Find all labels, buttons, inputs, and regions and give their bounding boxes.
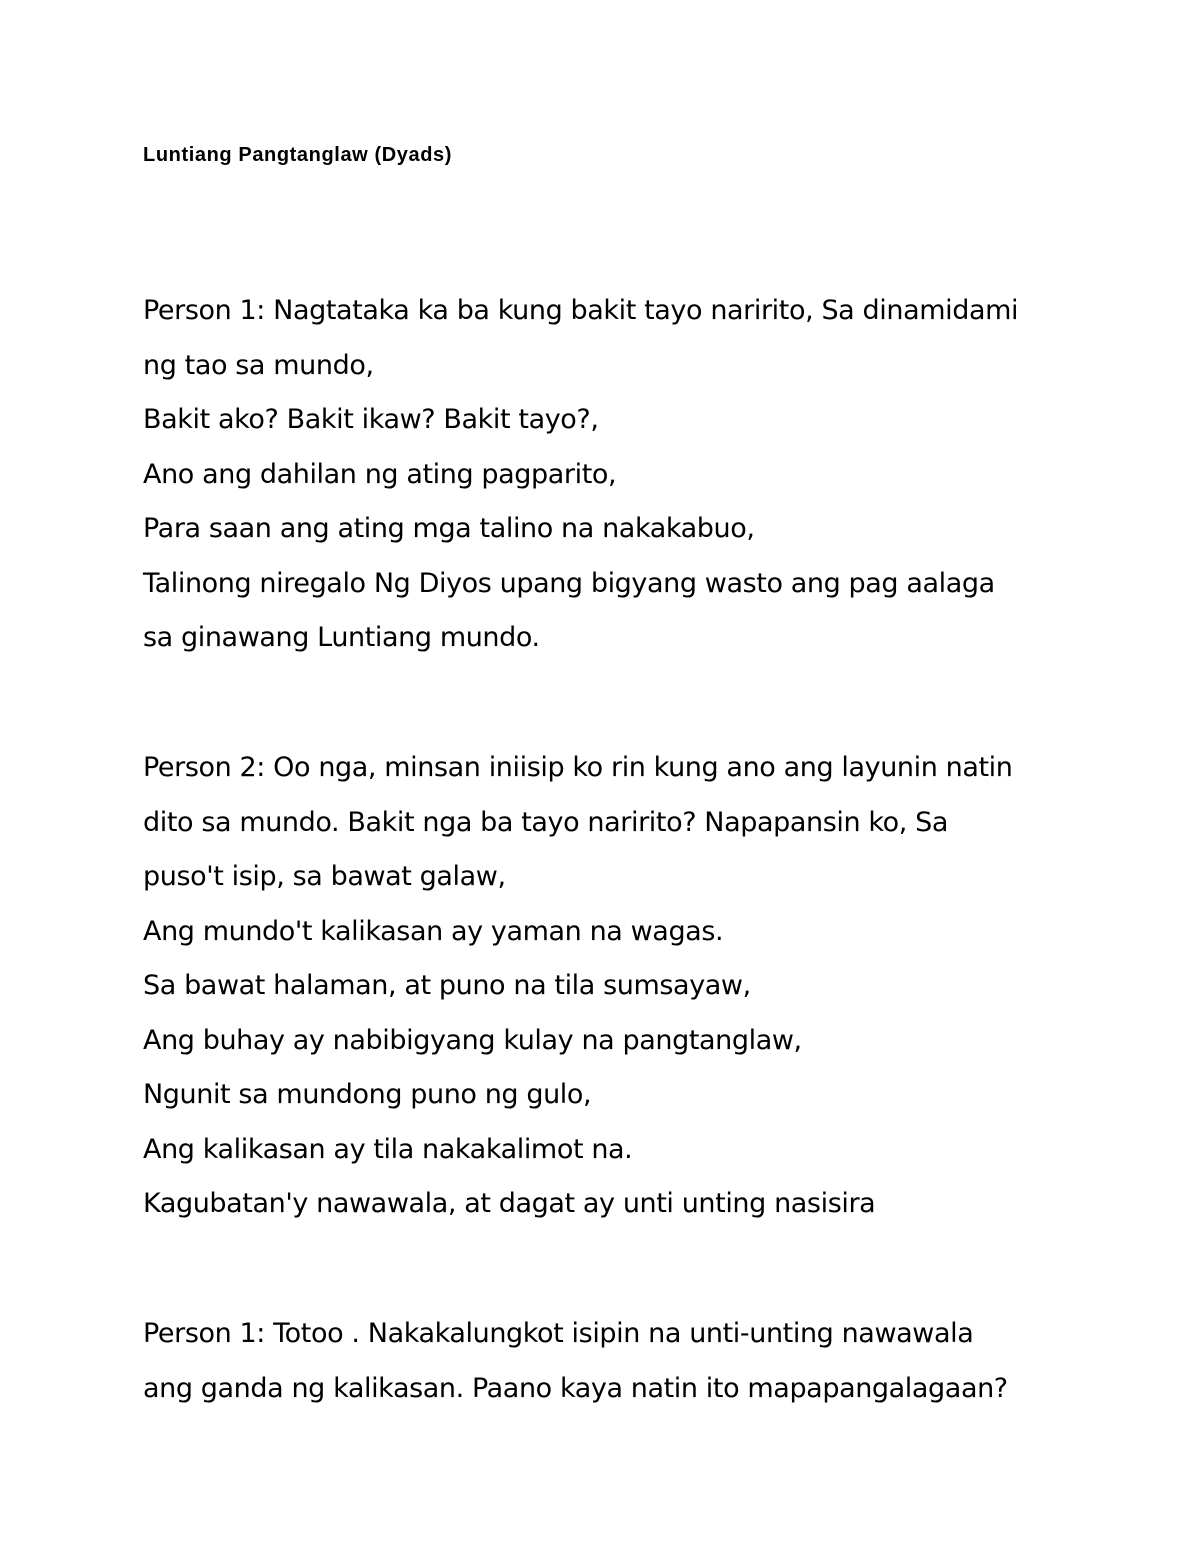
document-title: Luntiang Pangtanglaw (Dyads) xyxy=(143,144,453,166)
stanza-person-1-reply xyxy=(143,1307,1073,1416)
text-line: Ang mundo't kalikasan ay yaman na wagas. xyxy=(143,915,724,947)
text-line: Sa bawat halaman, at puno na tila sumsayaw, xyxy=(143,970,751,1001)
text-line: dito sa mundo. Bakit nga ba tayo naririto? Napapansin ko, Sa xyxy=(143,806,949,838)
text-line: Talinong niregalo Ng Diyos upang bigyang wasto ang pag aalaga xyxy=(143,567,995,599)
text-line: puso't isip, sa bawat galaw, xyxy=(143,861,506,892)
text-line: Para saan ang ating mga talino na nakakabuo, xyxy=(143,513,755,544)
text-line: Bakit ako? Bakit ikaw? Bakit tayo?, xyxy=(143,404,599,435)
text-line: ang ganda ng kalikasan. Paano kaya natin ito mapapangalagaan? xyxy=(143,1372,1008,1404)
stanza-person-1-intro xyxy=(143,284,1073,666)
text-line: Kagubatan'y nawawala, at dagat ay unti unting nasisira xyxy=(143,1188,876,1219)
text-line: Ang buhay ay nabibigyang kulay na pangtanglaw, xyxy=(143,1024,802,1056)
text-line: Ang kalikasan ay tila nakakalimot na. xyxy=(143,1133,633,1165)
text-line: sa ginawang Luntiang mundo. xyxy=(143,622,540,653)
text-line: ng tao sa mundo, xyxy=(143,349,374,381)
text-line: Ngunit sa mundong puno ng gulo, xyxy=(143,1079,592,1110)
text-line: Person 2: Oo nga, minsan iniisip ko rin kung ano ang layunin natin xyxy=(143,752,1013,783)
stanza-person-2 xyxy=(143,741,1073,1232)
text-line: Person 1: Totoo . Nakakalungkot isipin na unti-unting nawawala xyxy=(143,1318,974,1349)
text-line: Person 1: Nagtataka ka ba kung bakit tayo naririto, Sa dinamidami xyxy=(143,295,1019,326)
text-line: Ano ang dahilan ng ating pagparito, xyxy=(143,458,617,490)
